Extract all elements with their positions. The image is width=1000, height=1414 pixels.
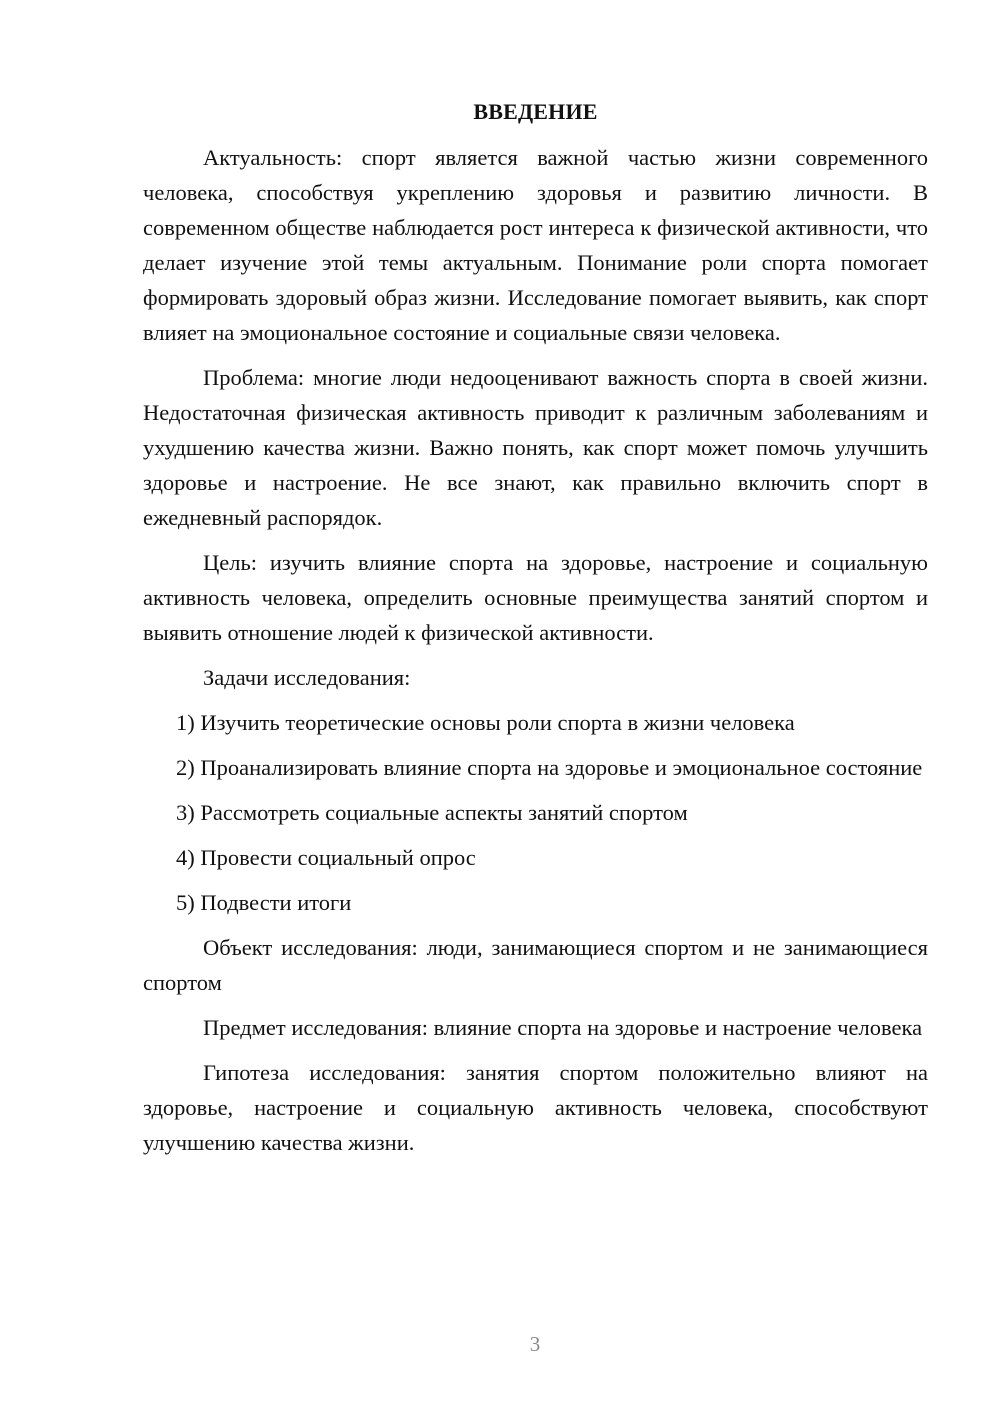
goal-paragraph: Цель: изучить влияние спорта на здоровье, настроение и социальную активность человека, определить основные преимущества занятий спортом и выявить отношение людей к физической активности. [143, 550, 928, 645]
task-item: 3) Рассмотреть социальные аспекты занятий спортом [176, 800, 688, 825]
problem-paragraph: Проблема: многие люди недооценивают важность спорта в своей жизни. Недостаточная физическая активность приводит к различным заболеваниям и ухудшению качества жизни. Важно понять, как спорт может помочь улучшить здоровье и настроение. Не все знают, как правильно включить спорт в ежедневный распорядок. [143, 365, 928, 530]
subject-paragraph: Предмет исследования: влияние спорта на здоровье и настроение человека [203, 1015, 923, 1040]
hypothesis-paragraph: Гипотеза исследования: занятия спортом положительно влияют на здоровье, настроение и социальную активность человека, способствуют улучшению качества жизни. [143, 1060, 928, 1155]
object-paragraph: Объект исследования: люди, занимающиеся спортом и не занимающиеся спортом [143, 935, 928, 995]
page-number: 3 [529, 1332, 541, 1356]
task-item: 5) Подвести итоги [176, 890, 352, 915]
page-content [143, 94, 928, 1170]
relevance-paragraph: Актуальность: спорт является важной частью жизни современного человека, способствуя укреплению здоровья и развитию личности. В современном обществе наблюдается рост интереса к физической активности, что делает изучение этой темы актуальным. Понимание роли спорта помогает формировать здоровый образ жизни. Исследование помогает выявить, как спорт влияет на эмоциональное состояние и социальные связи человека. [143, 145, 928, 345]
task-item: 1) Изучить теоретические основы роли спорта в жизни человека [176, 710, 795, 735]
section-title: ВВЕДЕНИЕ [473, 99, 598, 124]
tasks-heading: Задачи исследования: [203, 665, 411, 690]
task-item: 4) Провести социальный опрос [176, 845, 476, 870]
task-item: 2) Проанализировать влияние спорта на здоровье и эмоциональное состояние [176, 755, 923, 780]
